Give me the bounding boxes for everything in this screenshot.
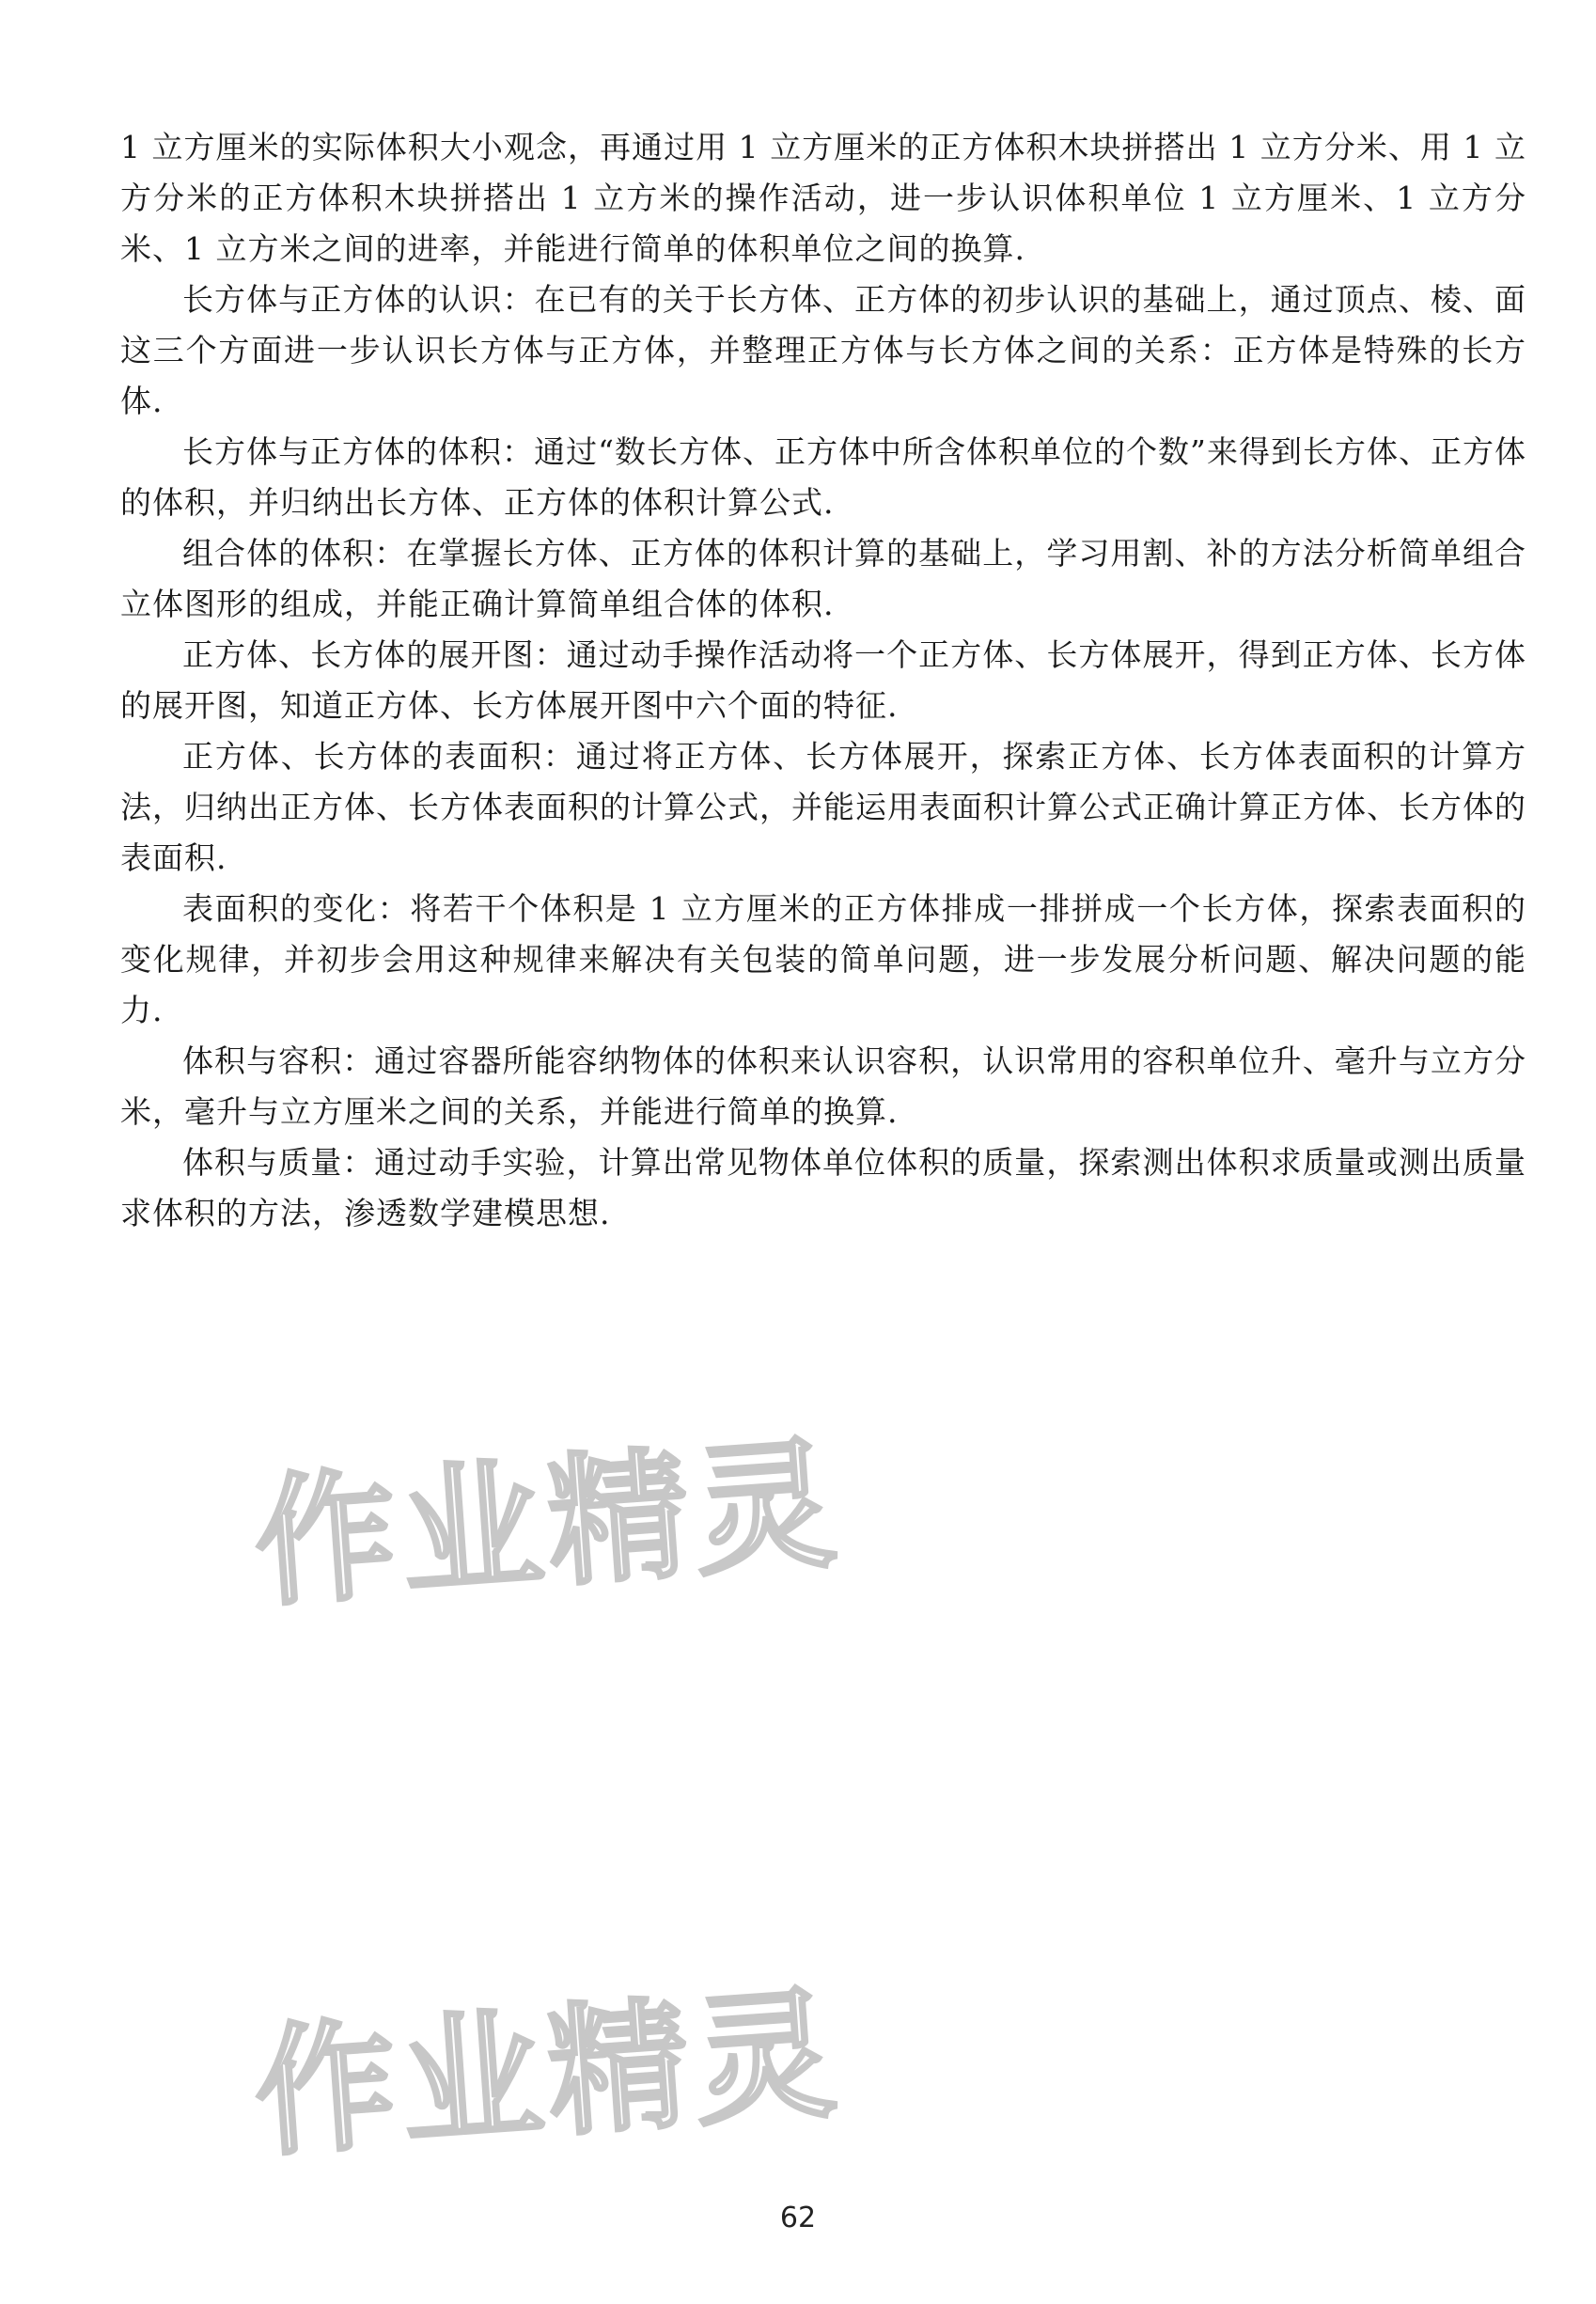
- paragraph-surface-area: 正方体、长方体的表面积：通过将正方体、长方体展开，探索正方体、长方体表面积的计算方法，归纳出正方体、长方体表面积的计算公式，并能运用表面积计算公式正确计算正方体、长方体的表面积.: [120, 738, 1526, 876]
- watermark-text: 作业精灵: [249, 1972, 847, 2177]
- paragraph-surface-area-change: 表面积的变化：将若干个体积是 1 立方厘米的正方体排成一排拼成一个长方体，探索表面积的变化规律，并初步会用这种规律来解决有关包装的简单问题，进一步发展分析问题、解决问题的能力.: [120, 890, 1526, 1028]
- page-number: 62: [779, 2202, 817, 2234]
- paragraph-volume-capacity: 体积与容积：通过容器所能容纳物体的体积来认识容积，认识常用的容积单位升、毫升与立方分米，毫升与立方厘米之间的关系，并能进行简单的换算.: [120, 1042, 1526, 1130]
- paragraph-unfolded-net: 正方体、长方体的展开图：通过动手操作活动将一个正方体、长方体展开，得到正方体、长方体的展开图，知道正方体、长方体展开图中六个面的特征.: [120, 636, 1526, 724]
- watermark-text: 作业精灵: [249, 1422, 847, 1627]
- body-text: [120, 122, 1526, 1239]
- paragraph-volume-mass: 体积与质量：通过动手实验，计算出常见物体单位体积的质量，探索测出体积求质量或测出质量求体积的方法，渗透数学建模思想.: [120, 1144, 1526, 1231]
- paragraph-cuboid-cube-recognition: 长方体与正方体的认识：在已有的关于长方体、正方体的初步认识的基础上，通过顶点、棱、面这三个方面进一步认识长方体与正方体，并整理正方体与长方体之间的关系：正方体是特殊的长方体.: [120, 281, 1526, 419]
- paragraph-cuboid-cube-volume: 长方体与正方体的体积：通过“数长方体、正方体中所含体积单位的个数”来得到长方体、正方体的体积，并归纳出长方体、正方体的体积计算公式.: [120, 433, 1526, 521]
- paragraph-continuation: 1 立方厘米的实际体积大小观念，再通过用 1 立方厘米的正方体积木块拼搭出 1 立方分米、用 1 立方分米的正方体积木块拼搭出 1 立方米的操作活动，进一步认识体积单位 1 立方厘米、1 立方分米、1 立方米之间的进率，并能进行简单的体积单位之间的换算.: [120, 129, 1526, 267]
- paragraph-composite-volume: 组合体的体积：在掌握长方体、正方体的体积计算的基础上，学习用割、补的方法分析简单组合立体图形的组成，并能正确计算简单组合体的体积.: [120, 535, 1526, 622]
